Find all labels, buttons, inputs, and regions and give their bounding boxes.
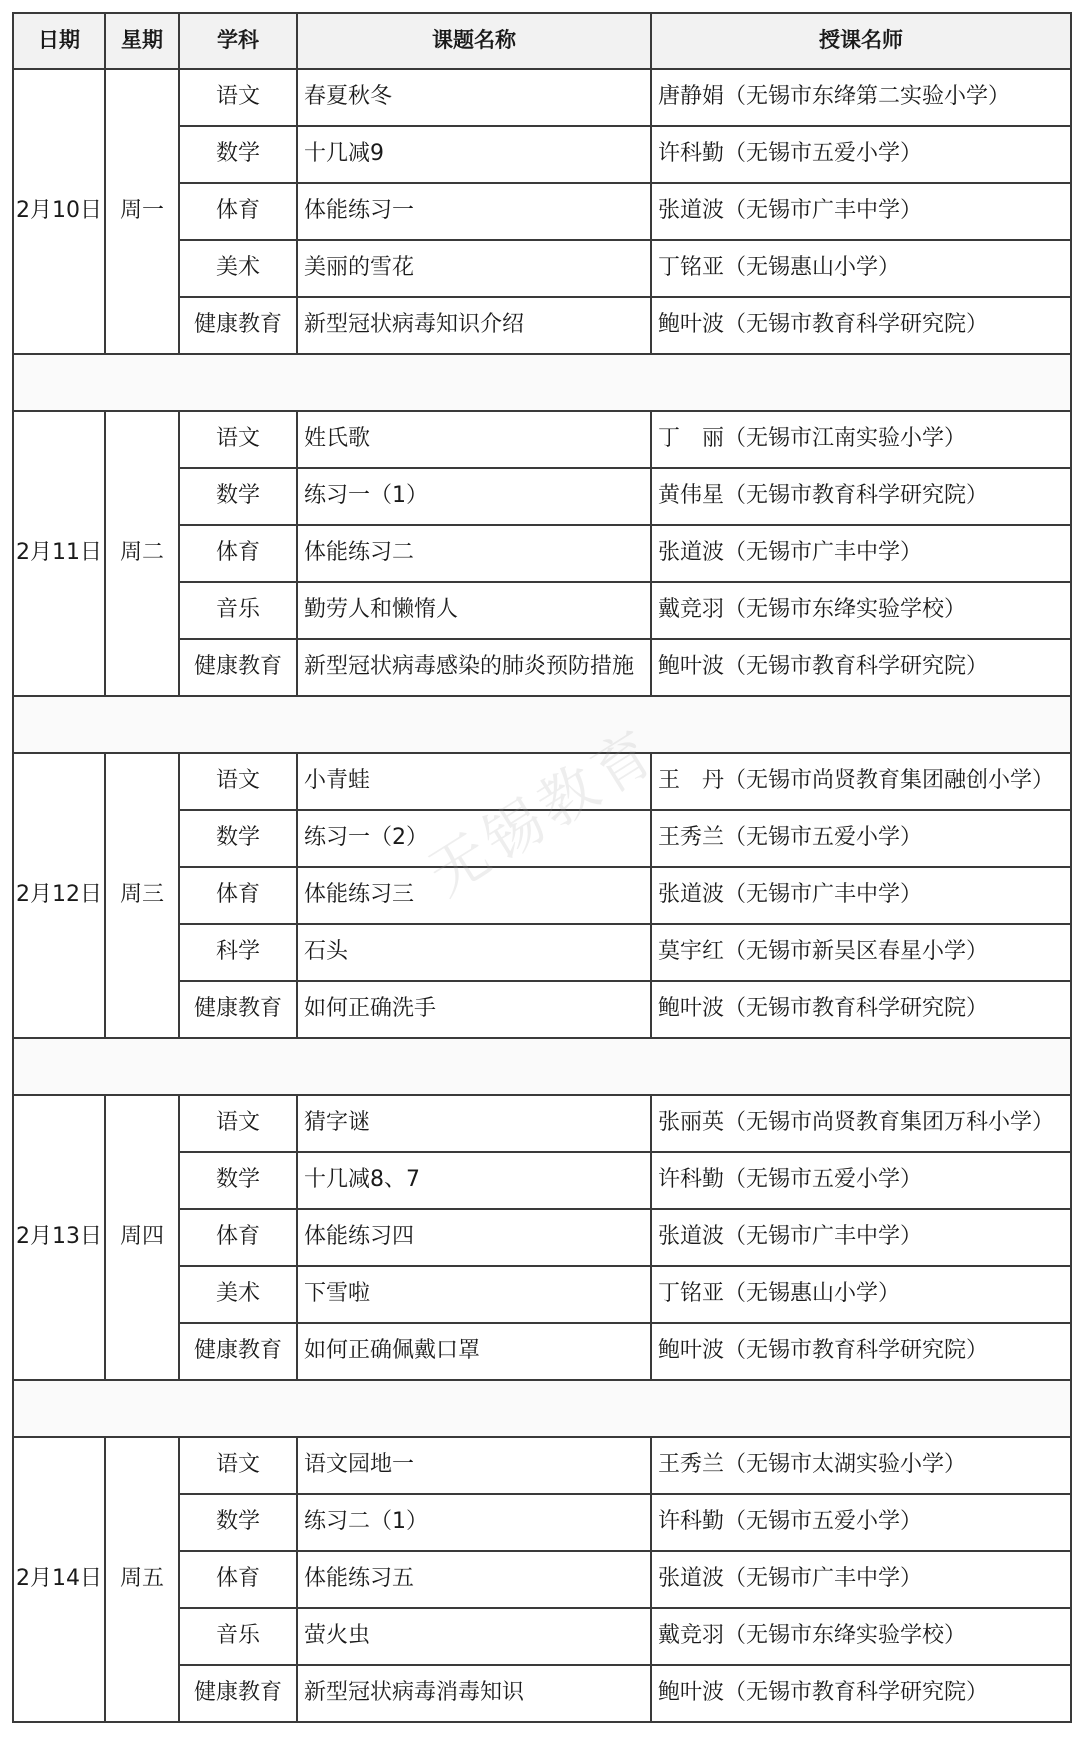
date-cell: 2月11日: [13, 411, 105, 696]
date-cell: 2月14日: [13, 1437, 105, 1722]
teacher-cell: 丁铭亚（无锡惠山小学）: [651, 240, 1071, 297]
teacher-cell: 许科勤（无锡市五爱小学）: [651, 1494, 1071, 1551]
teacher-cell: 张道波（无锡市广丰中学）: [651, 867, 1071, 924]
header-weekday: 星期: [105, 13, 179, 69]
lesson-row: [13, 1437, 1071, 1494]
subject-cell: 健康教育: [179, 1665, 297, 1722]
spacer-cell: [13, 354, 1071, 411]
subject-cell: 语文: [179, 753, 297, 810]
teacher-cell: 戴竞羽（无锡市东绛实验学校）: [651, 1608, 1071, 1665]
topic-cell: 十几减9: [297, 126, 651, 183]
lesson-row: [13, 1095, 1071, 1152]
topic-cell: 体能练习四: [297, 1209, 651, 1266]
header-row: [13, 13, 1071, 69]
topic-cell: 练习二（1）: [297, 1494, 651, 1551]
topic-cell: 新型冠状病毒知识介绍: [297, 297, 651, 354]
spacer-cell: [13, 1038, 1071, 1095]
subject-cell: 健康教育: [179, 297, 297, 354]
teacher-cell: 鲍叶波（无锡市教育科学研究院）: [651, 297, 1071, 354]
header-topic: 课题名称: [297, 13, 651, 69]
topic-cell: 石头: [297, 924, 651, 981]
spacer-row: [13, 1380, 1071, 1437]
subject-cell: 数学: [179, 810, 297, 867]
subject-cell: 音乐: [179, 1608, 297, 1665]
subject-cell: 健康教育: [179, 1323, 297, 1380]
teacher-cell: 丁铭亚（无锡惠山小学）: [651, 1266, 1071, 1323]
schedule-table: [12, 12, 1072, 1723]
topic-cell: 语文园地一: [297, 1437, 651, 1494]
subject-cell: 语文: [179, 1095, 297, 1152]
weekday-cell: 周一: [105, 69, 179, 354]
topic-cell: 萤火虫: [297, 1608, 651, 1665]
topic-cell: 勤劳人和懒惰人: [297, 582, 651, 639]
weekday-cell: 周二: [105, 411, 179, 696]
spacer-row: [13, 354, 1071, 411]
header-subject: 学科: [179, 13, 297, 69]
topic-cell: 练习一（2）: [297, 810, 651, 867]
spacer-row: [13, 1038, 1071, 1095]
topic-cell: 新型冠状病毒消毒知识: [297, 1665, 651, 1722]
topic-cell: 美丽的雪花: [297, 240, 651, 297]
lesson-row: [13, 411, 1071, 468]
subject-cell: 语文: [179, 69, 297, 126]
teacher-cell: 王秀兰（无锡市五爱小学）: [651, 810, 1071, 867]
lesson-row: [13, 753, 1071, 810]
topic-cell: 体能练习二: [297, 525, 651, 582]
topic-cell: 新型冠状病毒感染的肺炎预防措施: [297, 639, 651, 696]
date-cell: 2月12日: [13, 753, 105, 1038]
teacher-cell: 黄伟星（无锡市教育科学研究院）: [651, 468, 1071, 525]
teacher-cell: 张道波（无锡市广丰中学）: [651, 1551, 1071, 1608]
header-date: 日期: [13, 13, 105, 69]
subject-cell: 体育: [179, 1551, 297, 1608]
weekday-cell: 周四: [105, 1095, 179, 1380]
topic-cell: 春夏秋冬: [297, 69, 651, 126]
topic-cell: 小青蛙: [297, 753, 651, 810]
teacher-cell: 张丽英（无锡市尚贤教育集团万科小学）: [651, 1095, 1071, 1152]
topic-cell: 下雪啦: [297, 1266, 651, 1323]
teacher-cell: 王 丹（无锡市尚贤教育集团融创小学）: [651, 753, 1071, 810]
spacer-row: [13, 696, 1071, 753]
lesson-row: [13, 69, 1071, 126]
subject-cell: 健康教育: [179, 639, 297, 696]
topic-cell: 体能练习一: [297, 183, 651, 240]
teacher-cell: 鲍叶波（无锡市教育科学研究院）: [651, 1323, 1071, 1380]
subject-cell: 美术: [179, 240, 297, 297]
teacher-cell: 张道波（无锡市广丰中学）: [651, 1209, 1071, 1266]
weekday-cell: 周三: [105, 753, 179, 1038]
teacher-cell: 鲍叶波（无锡市教育科学研究院）: [651, 981, 1071, 1038]
subject-cell: 数学: [179, 1494, 297, 1551]
topic-cell: 猜字谜: [297, 1095, 651, 1152]
teacher-cell: 唐静娟（无锡市东绛第二实验小学）: [651, 69, 1071, 126]
subject-cell: 数学: [179, 1152, 297, 1209]
topic-cell: 十几减8、7: [297, 1152, 651, 1209]
topic-cell: 如何正确佩戴口罩: [297, 1323, 651, 1380]
teacher-cell: 张道波（无锡市广丰中学）: [651, 525, 1071, 582]
subject-cell: 体育: [179, 525, 297, 582]
weekday-cell: 周五: [105, 1437, 179, 1722]
teacher-cell: 鲍叶波（无锡市教育科学研究院）: [651, 1665, 1071, 1722]
teacher-cell: 张道波（无锡市广丰中学）: [651, 183, 1071, 240]
schedule-body: [13, 69, 1071, 1722]
spacer-cell: [13, 1380, 1071, 1437]
subject-cell: 音乐: [179, 582, 297, 639]
topic-cell: 体能练习三: [297, 867, 651, 924]
subject-cell: 体育: [179, 867, 297, 924]
subject-cell: 语文: [179, 1437, 297, 1494]
teacher-cell: 丁 丽（无锡市江南实验小学）: [651, 411, 1071, 468]
teacher-cell: 莫宇红（无锡市新吴区春星小学）: [651, 924, 1071, 981]
teacher-cell: 戴竞羽（无锡市东绛实验学校）: [651, 582, 1071, 639]
subject-cell: 语文: [179, 411, 297, 468]
subject-cell: 数学: [179, 126, 297, 183]
teacher-cell: 鲍叶波（无锡市教育科学研究院）: [651, 639, 1071, 696]
teacher-cell: 许科勤（无锡市五爱小学）: [651, 1152, 1071, 1209]
subject-cell: 体育: [179, 183, 297, 240]
spacer-cell: [13, 696, 1071, 753]
subject-cell: 体育: [179, 1209, 297, 1266]
teacher-cell: 王秀兰（无锡市太湖实验小学）: [651, 1437, 1071, 1494]
topic-cell: 练习一（1）: [297, 468, 651, 525]
date-cell: 2月10日: [13, 69, 105, 354]
teacher-cell: 许科勤（无锡市五爱小学）: [651, 126, 1071, 183]
topic-cell: 体能练习五: [297, 1551, 651, 1608]
subject-cell: 科学: [179, 924, 297, 981]
date-cell: 2月13日: [13, 1095, 105, 1380]
subject-cell: 美术: [179, 1266, 297, 1323]
topic-cell: 如何正确洗手: [297, 981, 651, 1038]
header-teacher: 授课名师: [651, 13, 1071, 69]
subject-cell: 健康教育: [179, 981, 297, 1038]
topic-cell: 姓氏歌: [297, 411, 651, 468]
subject-cell: 数学: [179, 468, 297, 525]
watermark-text: 无锡教育: [416, 715, 671, 909]
